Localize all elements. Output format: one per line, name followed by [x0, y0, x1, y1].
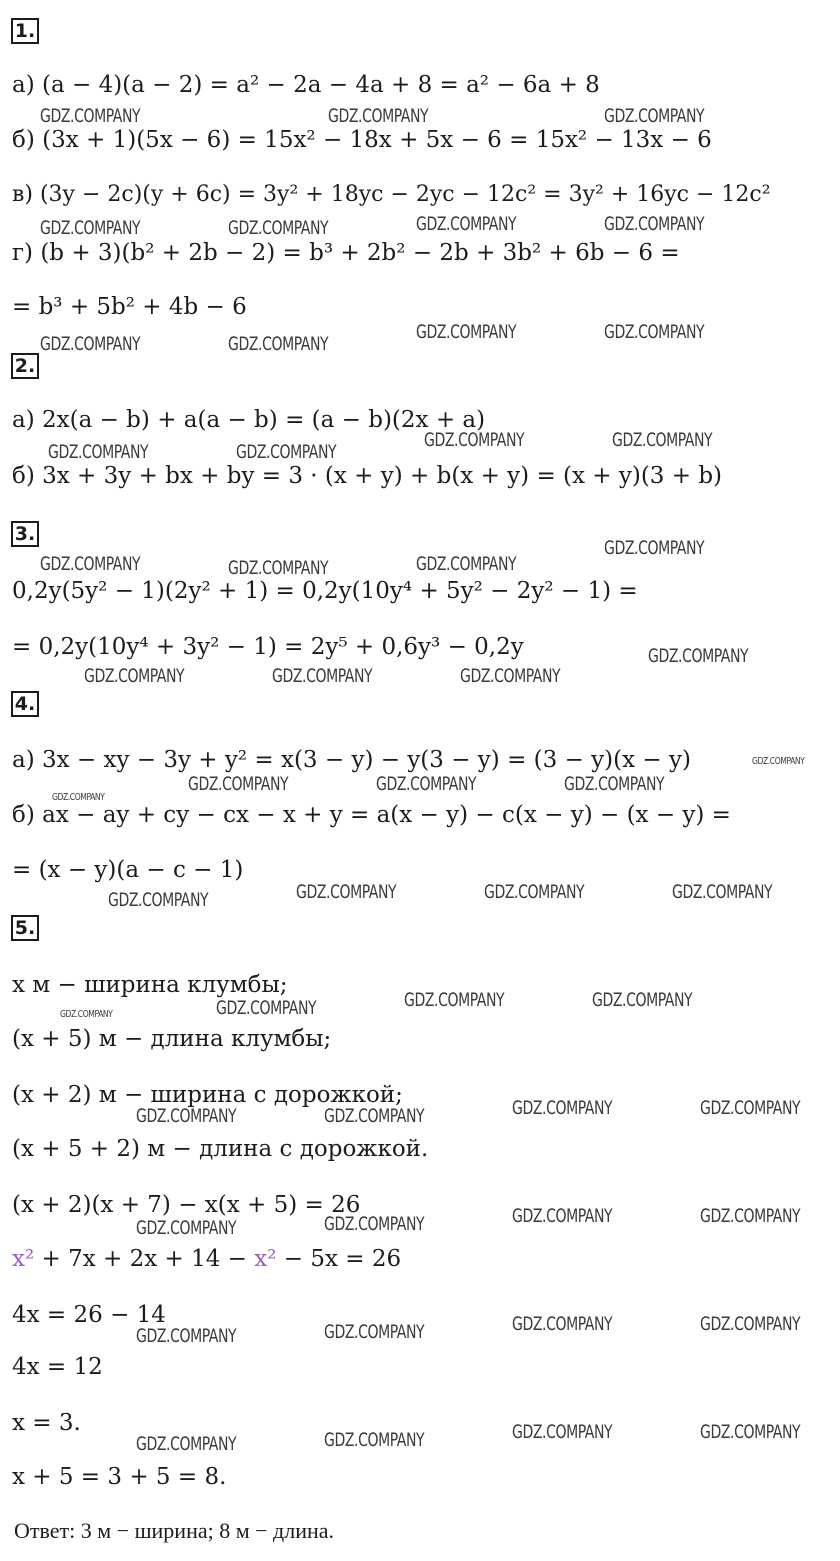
- task4-line-b: б) ax − ay + cy − cx − x + y = a(x − y) − c(x − y) − (x − y) =: [12, 802, 731, 828]
- task5-length-def: (x + 5) м − длина клумбы;: [12, 1026, 332, 1052]
- task1-line-v: в) (3y − 2c)(y + 6c) = 3y² + 18yc − 2yc − 12c² = 3y² + 16yc − 12c²: [12, 182, 771, 207]
- watermark: GDZ.COMPANY: [60, 1009, 113, 1020]
- cancelled-term: x²: [254, 1246, 277, 1272]
- task1-line-b: б) (3x + 1)(5x − 6) = 15x² − 18x + 5x − 6 = 15x² − 13x − 6: [12, 127, 712, 153]
- task2-line-b: б) 3x + 3y + bx + by = 3 · (x + y) + b(x + y) = (x + y)(3 + b): [12, 463, 723, 489]
- task1-line-g: г) (b + 3)(b² + 2b − 2) = b³ + 2b² − 2b + 3b² + 6b − 6 =: [12, 240, 680, 266]
- watermark: GDZ.COMPANY: [564, 773, 665, 795]
- watermark: GDZ.COMPANY: [484, 881, 585, 903]
- task-number-4: 4.: [11, 691, 39, 717]
- task5-width-path: (x + 2) м − ширина с дорожкой;: [12, 1082, 403, 1108]
- watermark: GDZ.COMPANY: [216, 997, 317, 1019]
- watermark: GDZ.COMPANY: [700, 1097, 801, 1119]
- watermark: GDZ.COMPANY: [324, 1321, 425, 1343]
- task1-line-a: а) (a − 4)(a − 2) = a² − 2a − 4a + 8 = a² − 6a + 8: [12, 72, 600, 98]
- watermark: GDZ.COMPANY: [136, 1105, 237, 1127]
- task4-line-b-cont: = (x − y)(a − c − 1): [12, 857, 244, 883]
- watermark: GDZ.COMPANY: [512, 1421, 613, 1443]
- watermark: GDZ.COMPANY: [328, 105, 429, 127]
- task-number-2: 2.: [11, 353, 39, 379]
- task5-width-def: x м − ширина клумбы;: [12, 972, 288, 998]
- task5-solution-length: x + 5 = 3 + 5 = 8.: [12, 1464, 227, 1490]
- watermark: GDZ.COMPANY: [604, 213, 705, 235]
- expansion-end: − 5x = 26: [276, 1246, 402, 1272]
- watermark: GDZ.COMPANY: [324, 1105, 425, 1127]
- watermark: GDZ.COMPANY: [512, 1313, 613, 1335]
- watermark: GDZ.COMPANY: [592, 989, 693, 1011]
- watermark: GDZ.COMPANY: [648, 645, 749, 667]
- watermark: GDZ.COMPANY: [376, 773, 477, 795]
- watermark: GDZ.COMPANY: [228, 217, 329, 239]
- watermark: GDZ.COMPANY: [188, 773, 289, 795]
- task5-answer: Ответ: 3 м − ширина; 8 м − длина.: [14, 1518, 335, 1543]
- watermark: GDZ.COMPANY: [416, 321, 517, 343]
- watermark: GDZ.COMPANY: [136, 1325, 237, 1347]
- watermark: GDZ.COMPANY: [700, 1205, 801, 1227]
- watermark: GDZ.COMPANY: [40, 333, 141, 355]
- watermark: GDZ.COMPANY: [460, 665, 561, 687]
- watermark: GDZ.COMPANY: [228, 333, 329, 355]
- watermark: GDZ.COMPANY: [752, 756, 805, 767]
- task5-length-path: (x + 5 + 2) м − длина с дорожкой.: [12, 1136, 429, 1162]
- task5-expansion: [12, 1244, 401, 1274]
- watermark: GDZ.COMPANY: [296, 881, 397, 903]
- watermark: GDZ.COMPANY: [612, 429, 713, 451]
- watermark: GDZ.COMPANY: [604, 321, 705, 343]
- task5-step-2: 4x = 12: [12, 1354, 103, 1380]
- watermark: GDZ.COMPANY: [604, 105, 705, 127]
- watermark: GDZ.COMPANY: [324, 1429, 425, 1451]
- watermark: GDZ.COMPANY: [40, 217, 141, 239]
- cancelled-term: x²: [12, 1246, 35, 1272]
- watermark: GDZ.COMPANY: [700, 1421, 801, 1443]
- watermark: GDZ.COMPANY: [672, 881, 773, 903]
- watermark: GDZ.COMPANY: [48, 441, 149, 463]
- watermark: GDZ.COMPANY: [136, 1217, 237, 1239]
- task5-step-1: 4x = 26 − 14: [12, 1302, 166, 1328]
- watermark: GDZ.COMPANY: [604, 537, 705, 559]
- task1-line-g-cont: = b³ + 5b² + 4b − 6: [12, 294, 247, 320]
- watermark: GDZ.COMPANY: [416, 213, 517, 235]
- task4-line-a: а) 3x − xy − 3y + y² = x(3 − y) − y(3 − y) = (3 − y)(x − y): [12, 747, 691, 773]
- task2-line-a: а) 2x(a − b) + a(a − b) = (a − b)(2x + a): [12, 407, 486, 433]
- task-number-1: 1.: [11, 18, 39, 44]
- watermark: GDZ.COMPANY: [512, 1097, 613, 1119]
- watermark: GDZ.COMPANY: [40, 553, 141, 575]
- task5-solution-x: x = 3.: [12, 1410, 81, 1436]
- watermark: GDZ.COMPANY: [404, 989, 505, 1011]
- expansion-middle: + 7x + 2x + 14 −: [34, 1246, 255, 1272]
- watermark: GDZ.COMPANY: [136, 1433, 237, 1455]
- watermark: GDZ.COMPANY: [416, 553, 517, 575]
- task3-line-1: 0,2y(5y² − 1)(2y² + 1) = 0,2y(10y⁴ + 5y² − 2y² − 1) =: [12, 578, 638, 604]
- watermark: GDZ.COMPANY: [424, 429, 525, 451]
- watermark: GDZ.COMPANY: [108, 889, 209, 911]
- watermark: GDZ.COMPANY: [40, 105, 141, 127]
- task5-equation: (x + 2)(x + 7) − x(x + 5) = 26: [12, 1192, 361, 1218]
- watermark: GDZ.COMPANY: [324, 1213, 425, 1235]
- task-number-3: 3.: [11, 521, 39, 547]
- watermark: GDZ.COMPANY: [228, 557, 329, 579]
- watermark: GDZ.COMPANY: [512, 1205, 613, 1227]
- watermark: GDZ.COMPANY: [700, 1313, 801, 1335]
- watermark: GDZ.COMPANY: [84, 665, 185, 687]
- task-number-5: 5.: [11, 915, 39, 941]
- watermark: GDZ.COMPANY: [52, 792, 105, 803]
- watermark: GDZ.COMPANY: [272, 665, 373, 687]
- watermark: GDZ.COMPANY: [236, 441, 337, 463]
- task3-line-2: = 0,2y(10y⁴ + 3y² − 1) = 2y⁵ + 0,6y³ − 0,2y: [12, 634, 524, 660]
